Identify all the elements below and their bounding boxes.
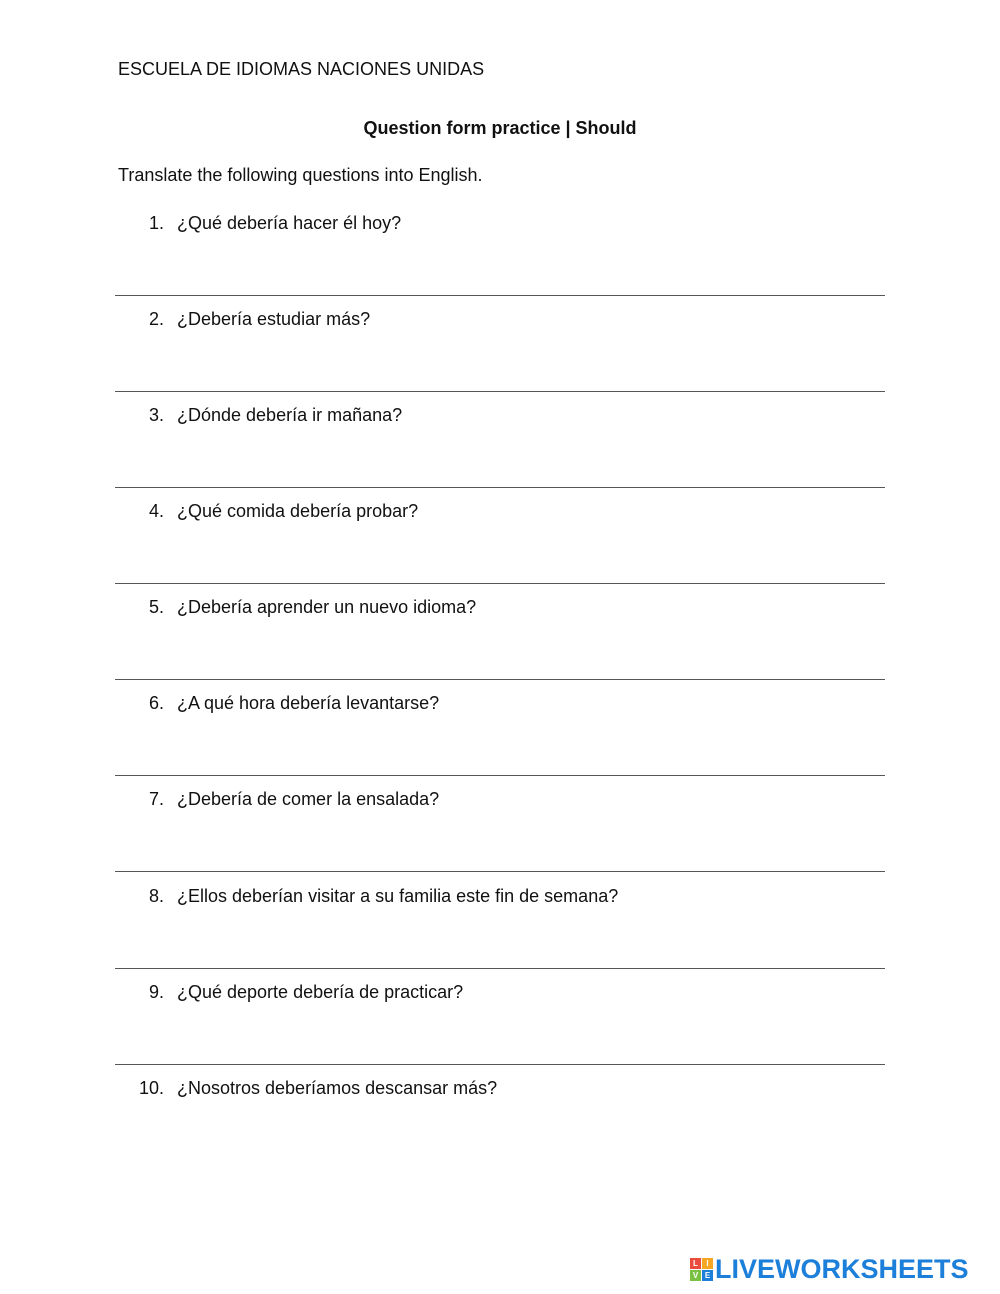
question-item <box>115 597 885 693</box>
instructions: Translate the following questions into English. <box>118 165 483 185</box>
worksheet-title: Question form practice | Should <box>363 118 637 138</box>
question-number: 2. <box>148 309 164 329</box>
answer-line[interactable] <box>115 583 885 584</box>
answer-line[interactable] <box>115 1064 885 1065</box>
question-number: 4. <box>148 501 164 521</box>
logo-tile: L <box>690 1258 701 1269</box>
question-number: 3. <box>148 405 164 425</box>
school-name: ESCUELA DE IDIOMAS NACIONES UNIDAS <box>118 59 485 79</box>
logo-tile: I <box>702 1258 713 1269</box>
logo-tile: E <box>702 1270 713 1281</box>
question-number: 8. <box>148 886 164 906</box>
answer-line[interactable] <box>115 775 885 776</box>
question-number: 7. <box>148 789 164 809</box>
question-item <box>115 789 885 885</box>
question-text: ¿Ellos deberían visitar a su familia este fin de semana? <box>177 886 619 906</box>
question-item <box>115 1078 885 1174</box>
question-text: ¿Debería aprender un nuevo idioma? <box>177 597 477 617</box>
question-number: 9. <box>148 982 164 1002</box>
logo-tile: V <box>690 1270 701 1281</box>
question-item <box>115 405 885 501</box>
question-number: 5. <box>148 597 164 617</box>
liveworksheets-logo <box>690 1254 969 1284</box>
question-text: ¿Qué deporte debería de practicar? <box>177 982 464 1002</box>
logo-text: LIVEWORKSHEETS <box>715 1253 969 1284</box>
question-number: 6. <box>148 693 164 713</box>
answer-line[interactable] <box>115 391 885 392</box>
question-text: ¿Qué comida debería probar? <box>177 501 419 521</box>
question-item <box>115 213 885 309</box>
question-number: 1. <box>148 213 164 233</box>
question-item <box>115 886 885 982</box>
question-text: ¿Debería estudiar más? <box>177 309 371 329</box>
answer-line[interactable] <box>115 871 885 872</box>
question-number: 10. <box>138 1078 164 1098</box>
question-text: ¿Dónde debería ir mañana? <box>177 405 403 425</box>
question-item <box>115 309 885 405</box>
question-item <box>115 693 885 789</box>
answer-line[interactable] <box>115 295 885 296</box>
question-text: ¿Debería de comer la ensalada? <box>177 789 440 809</box>
question-item <box>115 982 885 1078</box>
question-text: ¿Nosotros deberíamos descansar más? <box>177 1078 498 1098</box>
answer-line[interactable] <box>115 679 885 680</box>
answer-line[interactable] <box>115 487 885 488</box>
liveworksheets-logo-icon <box>690 1258 713 1281</box>
question-item <box>115 501 885 597</box>
question-text: ¿A qué hora debería levantarse? <box>177 693 440 713</box>
question-text: ¿Qué debería hacer él hoy? <box>177 213 402 233</box>
answer-line[interactable] <box>115 968 885 969</box>
